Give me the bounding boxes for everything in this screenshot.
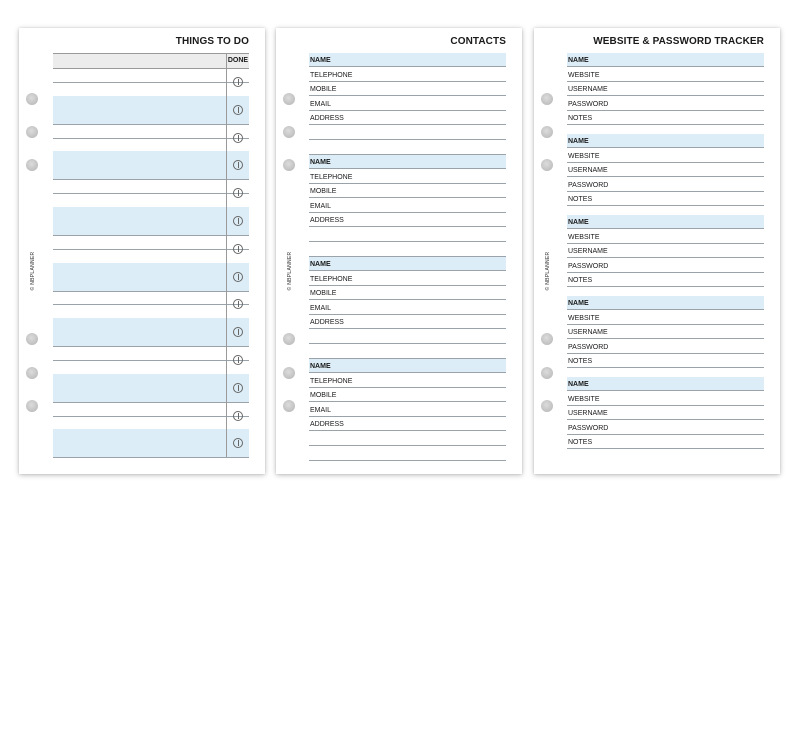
contact-email-field[interactable]: EMAIL: [309, 403, 506, 417]
binder-hole: [541, 126, 553, 138]
tracker-name-field[interactable]: NAME: [567, 377, 764, 391]
contact-blank-line[interactable]: [309, 141, 506, 155]
todo-row[interactable]: [53, 110, 249, 125]
contact-address-field[interactable]: ADDRESS: [309, 111, 506, 125]
contact-email-field[interactable]: EMAIL: [309, 97, 506, 111]
todo-row[interactable]: [53, 68, 249, 83]
tracker-password-field[interactable]: PASSWORD: [567, 340, 764, 354]
todo-row[interactable]: [53, 207, 249, 222]
tracker-website-field[interactable]: WEBSITE: [567, 230, 764, 244]
done-checkbox-icon[interactable]: [233, 411, 243, 421]
todo-row[interactable]: [53, 304, 249, 319]
tracker-username-field[interactable]: USERNAME: [567, 325, 764, 339]
binder-hole: [541, 400, 553, 412]
contact-name-field[interactable]: NAME: [309, 53, 506, 67]
page-title: WEBSITE & PASSWORD TRACKER: [593, 36, 764, 47]
done-checkbox-icon[interactable]: [233, 355, 243, 365]
contact-telephone-field[interactable]: TELEPHONE: [309, 272, 506, 286]
tracker-password-field[interactable]: PASSWORD: [567, 97, 764, 111]
binder-hole: [283, 333, 295, 345]
todo-row[interactable]: [53, 249, 249, 264]
binder-hole: [541, 93, 553, 105]
contact-address-field[interactable]: ADDRESS: [309, 213, 506, 227]
done-checkbox-icon[interactable]: [233, 77, 243, 87]
contact-mobile-field[interactable]: MOBILE: [309, 82, 506, 96]
binder-hole: [26, 367, 38, 379]
tracker-notes-field[interactable]: NOTES: [567, 111, 764, 125]
todo-row[interactable]: [53, 332, 249, 347]
binder-hole: [26, 159, 38, 171]
todo-row[interactable]: [53, 290, 249, 305]
todo-row[interactable]: [53, 388, 249, 403]
todo-row[interactable]: [53, 96, 249, 111]
todo-row[interactable]: [53, 402, 249, 417]
tracker-password-field[interactable]: PASSWORD: [567, 421, 764, 435]
binder-hole: [26, 400, 38, 412]
todo-row[interactable]: [53, 318, 249, 333]
done-checkbox-icon[interactable]: [233, 105, 243, 115]
binder-hole: [541, 367, 553, 379]
binder-hole: [283, 159, 295, 171]
tracker-website-field[interactable]: WEBSITE: [567, 392, 764, 406]
contact-address-field[interactable]: ADDRESS: [309, 315, 506, 329]
todo-row[interactable]: [53, 346, 249, 361]
tracker-notes-field[interactable]: NOTES: [567, 192, 764, 206]
binder-hole: [26, 93, 38, 105]
tracker-name-field[interactable]: NAME: [567, 134, 764, 148]
todo-header-bar: [53, 53, 249, 69]
todo-row[interactable]: [53, 277, 249, 292]
binder-hole: [283, 400, 295, 412]
tracker-username-field[interactable]: USERNAME: [567, 163, 764, 177]
todo-row[interactable]: [53, 263, 249, 278]
todo-row[interactable]: [53, 429, 249, 444]
binder-hole: [26, 126, 38, 138]
todo-row[interactable]: [53, 82, 249, 97]
binder-hole: [283, 93, 295, 105]
tracker-notes-field[interactable]: NOTES: [567, 273, 764, 287]
tracker-notes-field[interactable]: NOTES: [567, 354, 764, 368]
tracker-username-field[interactable]: USERNAME: [567, 406, 764, 420]
todo-row[interactable]: [53, 138, 249, 153]
contact-name-field[interactable]: NAME: [309, 257, 506, 271]
tracker-name-field[interactable]: NAME: [567, 296, 764, 310]
contact-blank-line[interactable]: [309, 432, 506, 446]
contact-blank-line[interactable]: [309, 447, 506, 461]
todo-row[interactable]: [53, 179, 249, 194]
password-tracker-page: [534, 28, 780, 474]
contact-email-field[interactable]: EMAIL: [309, 301, 506, 315]
done-checkbox-icon[interactable]: [233, 383, 243, 393]
tracker-website-field[interactable]: WEBSITE: [567, 311, 764, 325]
contact-blank-line[interactable]: [309, 126, 506, 140]
contact-blank-line[interactable]: [309, 243, 506, 257]
contact-address-field[interactable]: ADDRESS: [309, 417, 506, 431]
done-checkbox-icon[interactable]: [233, 133, 243, 143]
tracker-website-field[interactable]: WEBSITE: [567, 149, 764, 163]
binder-hole: [283, 367, 295, 379]
contact-name-field[interactable]: NAME: [309, 155, 506, 169]
contacts-page: [276, 28, 522, 474]
contact-telephone-field[interactable]: TELEPHONE: [309, 170, 506, 184]
todo-row[interactable]: [53, 416, 249, 431]
contact-blank-line[interactable]: [309, 330, 506, 344]
contact-name-field[interactable]: NAME: [309, 359, 506, 373]
todo-row[interactable]: [53, 443, 249, 458]
brand-mark: © NBPLANNER: [30, 251, 36, 291]
tracker-username-field[interactable]: USERNAME: [567, 82, 764, 96]
done-checkbox-icon[interactable]: [233, 216, 243, 226]
todo-row[interactable]: [53, 151, 249, 166]
done-checkbox-icon[interactable]: [233, 272, 243, 282]
tracker-password-field[interactable]: PASSWORD: [567, 178, 764, 192]
page-title: CONTACTS: [450, 36, 506, 47]
contact-blank-line[interactable]: [309, 228, 506, 242]
binder-hole: [283, 126, 295, 138]
todo-row[interactable]: [53, 360, 249, 375]
todo-row[interactable]: [53, 235, 249, 250]
tracker-website-field[interactable]: WEBSITE: [567, 68, 764, 82]
contact-mobile-field[interactable]: MOBILE: [309, 388, 506, 402]
todo-row[interactable]: [53, 193, 249, 208]
todo-row[interactable]: [53, 124, 249, 139]
todo-row[interactable]: [53, 165, 249, 180]
binder-hole: [541, 333, 553, 345]
page-title: THINGS TO DO: [175, 36, 249, 47]
todo-row[interactable]: [53, 374, 249, 389]
contact-blank-line[interactable]: [309, 345, 506, 359]
contact-mobile-field[interactable]: MOBILE: [309, 184, 506, 198]
things-to-do-page: [19, 28, 265, 474]
done-checkbox-icon[interactable]: [233, 244, 243, 254]
tracker-name-field[interactable]: NAME: [567, 215, 764, 229]
contact-telephone-field[interactable]: TELEPHONE: [309, 374, 506, 388]
done-column-header: DONE: [226, 54, 249, 68]
tracker-username-field[interactable]: USERNAME: [567, 244, 764, 258]
contact-email-field[interactable]: EMAIL: [309, 199, 506, 213]
contact-mobile-field[interactable]: MOBILE: [309, 286, 506, 300]
todo-row[interactable]: [53, 221, 249, 236]
contact-telephone-field[interactable]: TELEPHONE: [309, 68, 506, 82]
brand-mark: © NBPLANNER: [287, 251, 293, 291]
binder-hole: [541, 159, 553, 171]
tracker-password-field[interactable]: PASSWORD: [567, 259, 764, 273]
tracker-name-field[interactable]: NAME: [567, 53, 764, 67]
brand-mark: © NBPLANNER: [545, 251, 551, 291]
binder-hole: [26, 333, 38, 345]
tracker-notes-field[interactable]: NOTES: [567, 435, 764, 449]
